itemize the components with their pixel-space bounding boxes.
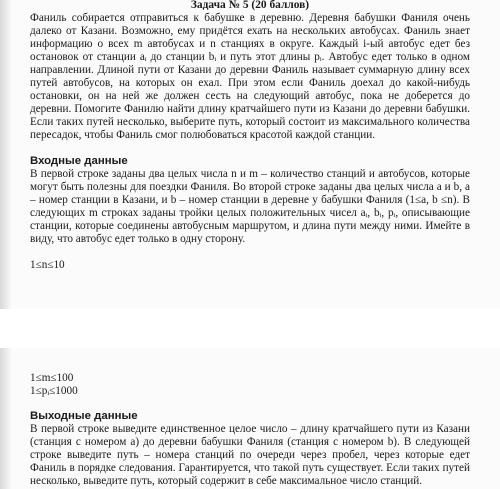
output-description: В первой строке выведите единственное целое число – длину кратчайшего пути из Казани (станция с номером a) до деревни бабушки Фаниля (станция с номером b). В следующей строке выведите путь – номера станций по очереди через пробел, через которые едет Фаниль в порядке следования. Гарантируется, что такой путь существует. Если таких путей несколько, выведите путь, который содержит в себе максимальное число станций. (30, 423, 470, 487)
page-bottom (0, 348, 500, 489)
problem-title: Задача № 5 (20 баллов) (190, 0, 310, 11)
output-heading: Выходные данные (30, 410, 138, 422)
constraint-p: 1≤pᵢ≤1000 (30, 385, 78, 397)
constraint-m: 1≤m≤100 (30, 372, 74, 384)
constraint-n: 1≤n≤10 (30, 259, 65, 271)
input-description: В первой строке заданы два целых числа n и m – количество станций и автобусов, которые могут быть полезны для поездки Фаниля. Во второй строке заданы два целых числа a и b, a – номер станции в Казани, и b – номер станции в деревне у бабушки Фаниля (1≤a, b ≤n). В следующих m строках заданы тройки целых положительных чисел aᵢ, bᵢ, pᵢ, описывающие станции, которые соединены автобусным маршрутом, и длина пути между ними. Имейте в виду, что автобус едет только в одну сторону. (30, 168, 470, 245)
page-gap (0, 309, 500, 348)
page-edge-shadow (0, 348, 12, 489)
input-heading: Входные данные (30, 155, 128, 167)
page-edge-shadow (0, 0, 12, 309)
problem-statement: Фаниль собирается отправиться к бабушке в деревню. Деревня бабушки Фаниля очень далеко от Казани. Возможно, ему придётся ехать на нескольких автобусах. Фаниль знает информацию о всех m автобусах и n станциях в округе. Каждый i-ый автобус едет без остановок от станции aᵢ до станции bᵢ и путь этот длины pᵢ. Автобус едет только в одном направлении. Длиной пути от Казани до деревни Фаниль называет суммарную длину всех путей автобусов, на которых он ехал. При этом если Фаниль доехал до какой-нибудь остановки, он на ней же должен сесть на следующий автобус, пока не доберется до деревни. Помогите Фанилю найти длину кратчайшего пути из Казани до деревни бабушки. Если таких путей несколько, выберите путь, который состоит из максимального количества пересадок, чтобы Фаниль смог полюбоваться красотой каждой станции. (30, 12, 470, 141)
